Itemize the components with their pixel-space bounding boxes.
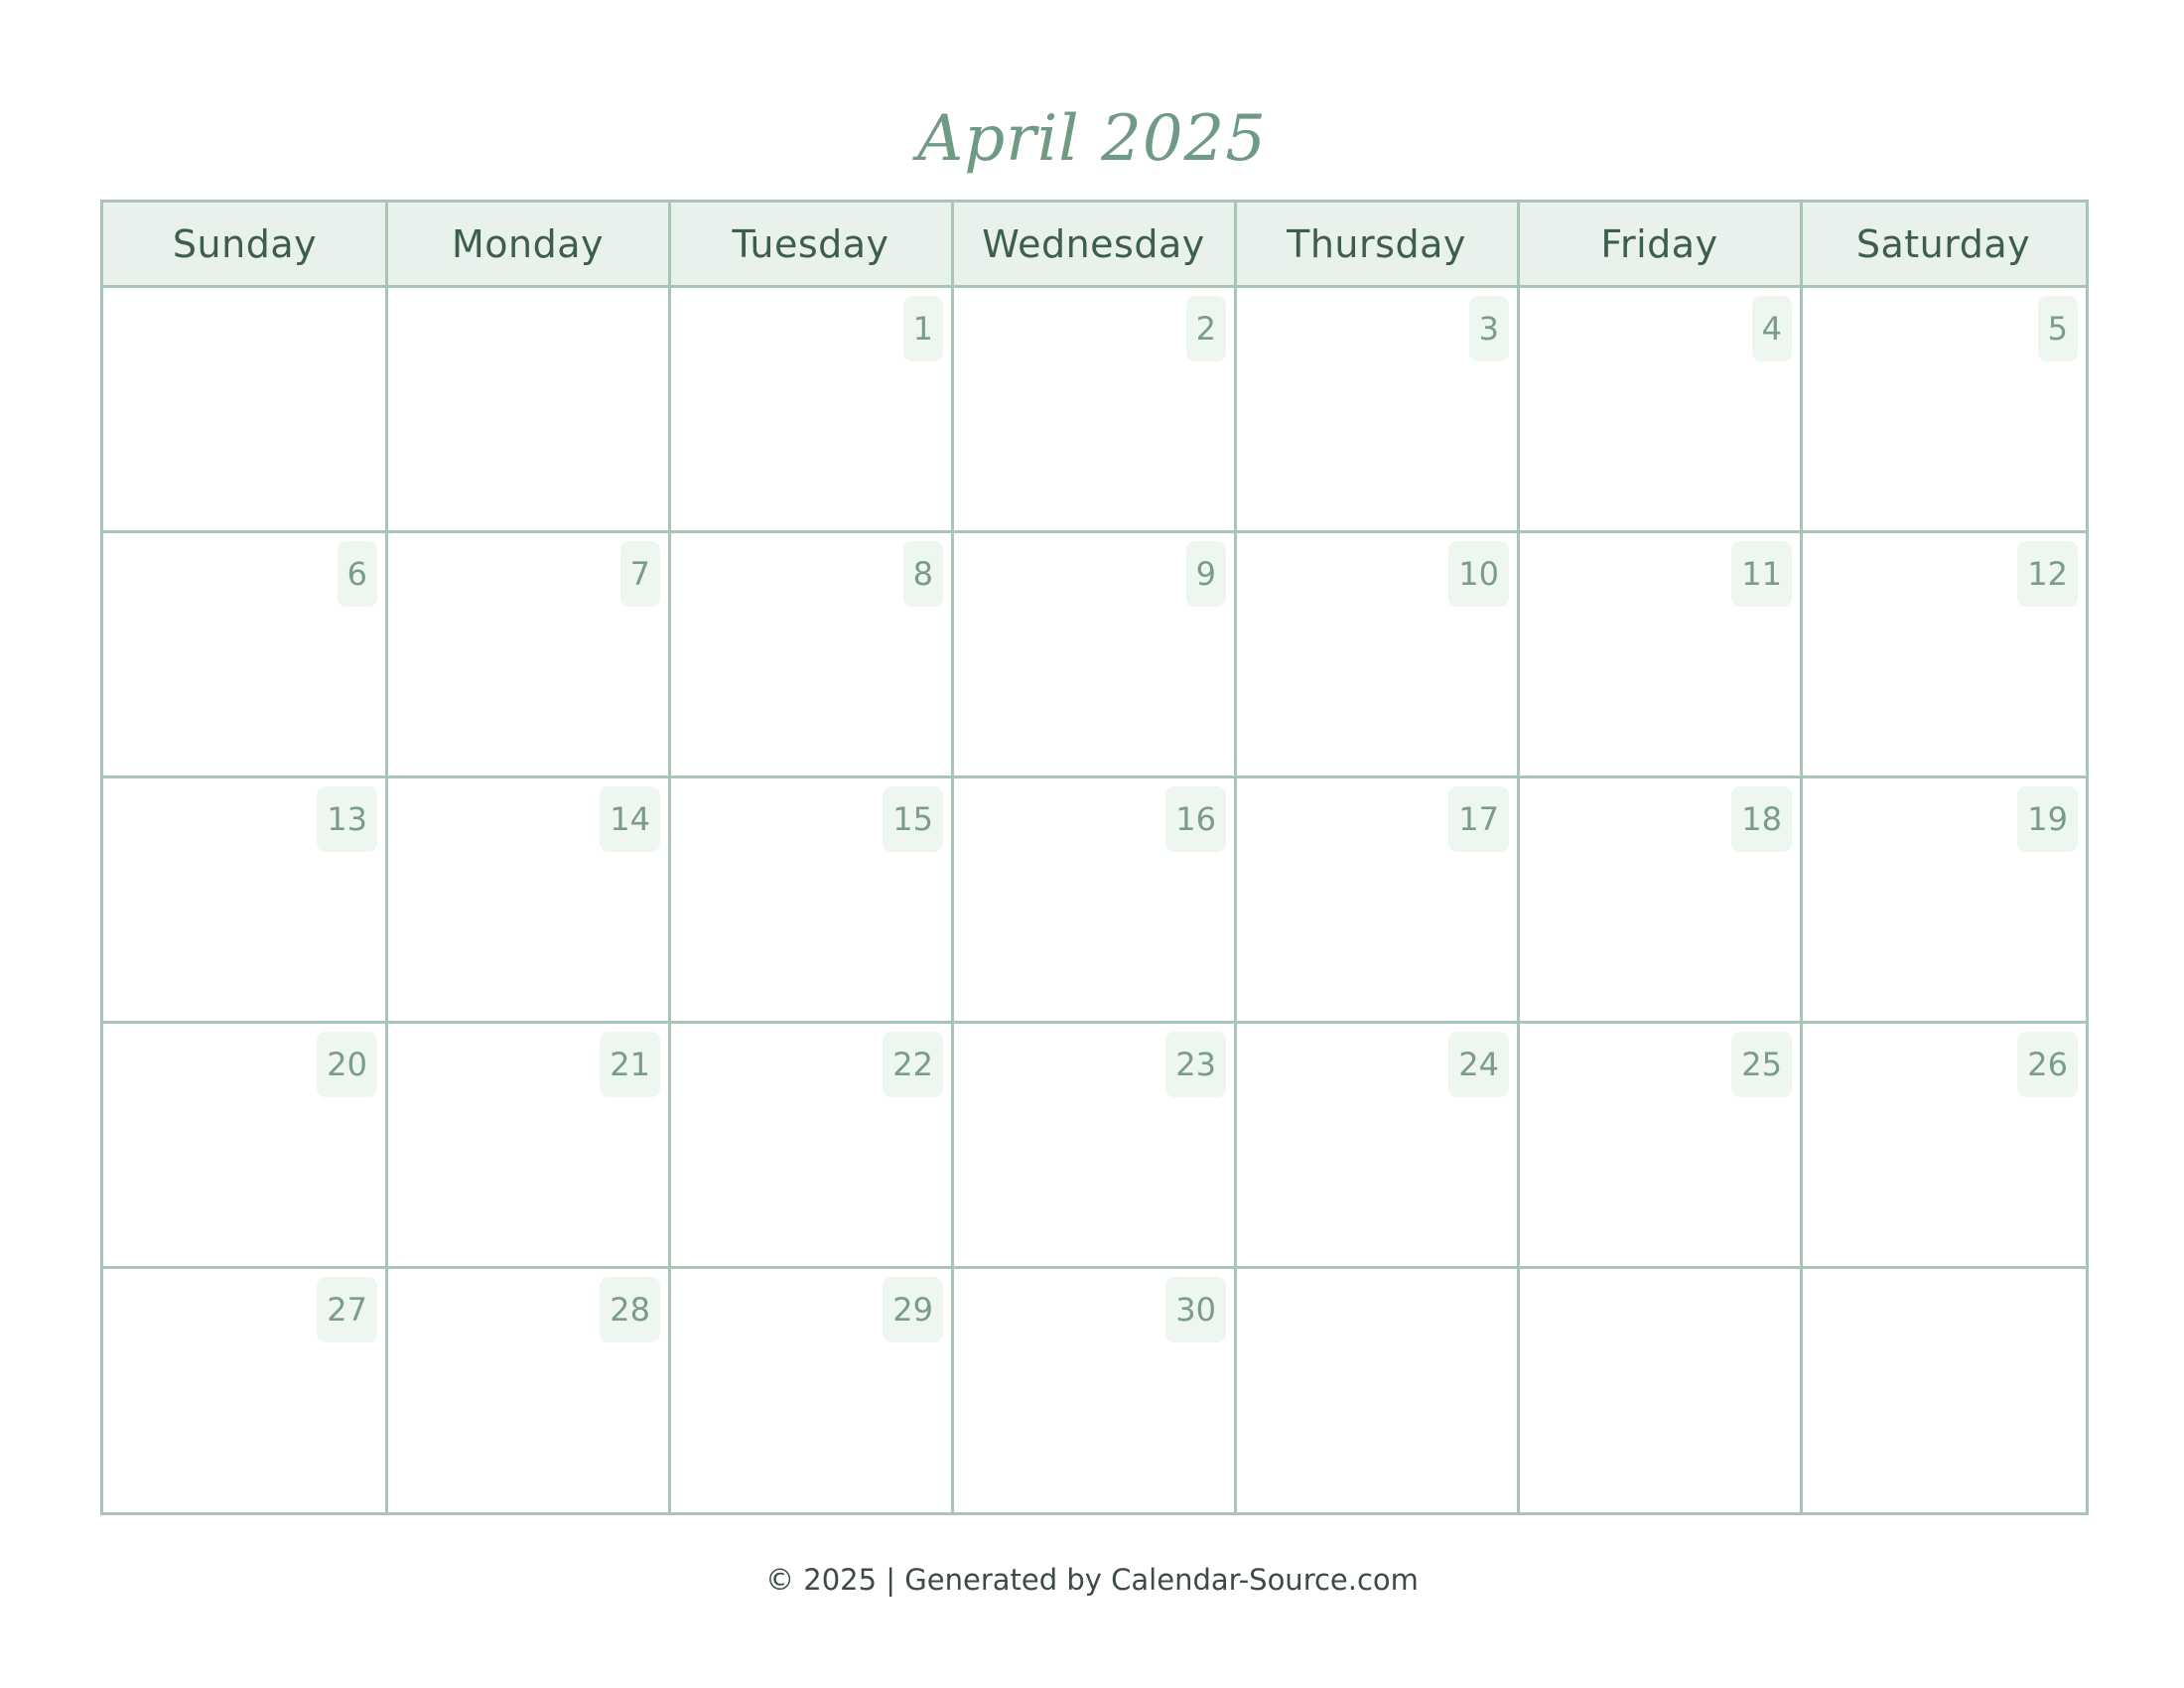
weekday-tuesday: Tuesday [732, 221, 889, 266]
day-cell[interactable] [954, 533, 1234, 775]
day-cell[interactable] [671, 778, 951, 1021]
date-number: 22 [883, 1032, 943, 1097]
date-number: 4 [1752, 296, 1792, 361]
day-cell[interactable] [954, 1269, 1234, 1512]
day-cell[interactable] [388, 778, 668, 1021]
calendar-grid [100, 200, 2089, 1515]
weekday-sunday: Sunday [172, 221, 318, 266]
date-number: 3 [1469, 296, 1509, 361]
day-cell[interactable] [103, 778, 385, 1021]
weekday-thursday: Thursday [1287, 221, 1466, 266]
date-number: 24 [1448, 1032, 1509, 1097]
date-number: 18 [1731, 786, 1792, 852]
day-cell[interactable] [388, 1269, 668, 1512]
date-number: 7 [620, 541, 660, 607]
day-cell[interactable] [1803, 1024, 2086, 1266]
weekday-saturday: Saturday [1855, 221, 2031, 266]
weekday-friday: Friday [1600, 221, 1718, 266]
date-number: 5 [2038, 296, 2078, 361]
day-cell[interactable] [1237, 1269, 1517, 1512]
date-number: 1 [903, 296, 943, 361]
day-cell[interactable] [671, 533, 951, 775]
date-number: 9 [1186, 541, 1226, 607]
date-number: 16 [1165, 786, 1226, 852]
day-cell[interactable] [103, 288, 385, 530]
date-number: 29 [883, 1277, 943, 1342]
day-cell[interactable] [1520, 533, 1800, 775]
day-cell[interactable] [671, 288, 951, 530]
day-cell[interactable] [1520, 1024, 1800, 1266]
date-number: 23 [1165, 1032, 1226, 1097]
date-grid [103, 288, 2086, 1512]
date-number: 20 [317, 1032, 377, 1097]
day-cell[interactable] [1520, 778, 1800, 1021]
footer-credit: © 2025 | Generated by Calendar-Source.com [765, 1563, 1419, 1597]
day-cell[interactable] [671, 1269, 951, 1512]
day-cell[interactable] [388, 288, 668, 530]
day-cell[interactable] [1803, 1269, 2086, 1512]
date-number: 15 [883, 786, 943, 852]
date-number: 6 [338, 541, 377, 607]
day-cell[interactable] [954, 1024, 1234, 1266]
date-number: 27 [317, 1277, 377, 1342]
day-cell[interactable] [671, 1024, 951, 1266]
date-number: 25 [1731, 1032, 1792, 1097]
day-cell[interactable] [1803, 778, 2086, 1021]
day-cell[interactable] [1520, 1269, 1800, 1512]
day-cell[interactable] [103, 1269, 385, 1512]
date-number: 17 [1448, 786, 1509, 852]
day-cell[interactable] [1803, 533, 2086, 775]
day-cell[interactable] [1237, 288, 1517, 530]
calendar-title: April 2025 [917, 102, 1267, 176]
day-cell[interactable] [103, 1024, 385, 1266]
date-number: 8 [903, 541, 943, 607]
day-cell[interactable] [1520, 288, 1800, 530]
date-number: 10 [1448, 541, 1509, 607]
day-cell[interactable] [1237, 533, 1517, 775]
day-cell[interactable] [103, 533, 385, 775]
date-number: 30 [1165, 1277, 1226, 1342]
date-number: 13 [317, 786, 377, 852]
date-number: 14 [600, 786, 660, 852]
weekday-header-row [103, 203, 2086, 288]
day-cell[interactable] [954, 288, 1234, 530]
weekday-wednesday: Wednesday [982, 221, 1205, 266]
date-number: 11 [1731, 541, 1792, 607]
day-cell[interactable] [388, 533, 668, 775]
day-cell[interactable] [954, 778, 1234, 1021]
date-number: 28 [600, 1277, 660, 1342]
day-cell[interactable] [388, 1024, 668, 1266]
weekday-monday: Monday [451, 221, 604, 266]
day-cell[interactable] [1237, 1024, 1517, 1266]
date-number: 26 [2017, 1032, 2078, 1097]
date-number: 12 [2017, 541, 2078, 607]
date-number: 19 [2017, 786, 2078, 852]
date-number: 2 [1186, 296, 1226, 361]
day-cell[interactable] [1237, 778, 1517, 1021]
day-cell[interactable] [1803, 288, 2086, 530]
date-number: 21 [600, 1032, 660, 1097]
